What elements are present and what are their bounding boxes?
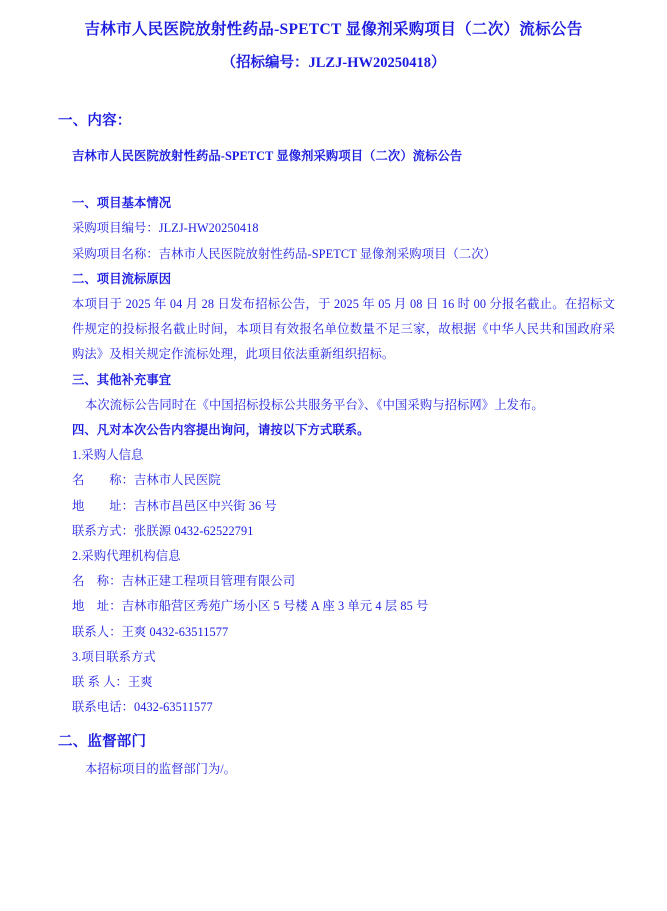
agent-heading: 2.采购代理机构信息 [72, 549, 181, 564]
page-subtitle: （招标编号：JLZJ-HW20250418） [221, 55, 446, 72]
other-body: 本次流标公告同时在《中国招标投标公共服务平台》、《中国采购与招标网》上发布。 [85, 397, 544, 412]
document-body [0, 109, 667, 782]
content-inner [52, 144, 615, 720]
agent-address: 地 址：吉林市船营区秀苑广场小区 5 号楼 A 座 3 单元 4 层 85 号 [72, 599, 429, 614]
project-contact-heading: 3.项目联系方式 [72, 649, 156, 664]
heading-contact: 四、凡对本次公告内容提出询问，请按以下方式联系。 [72, 423, 370, 438]
page-title: 吉林市人民医院放射性药品-SPETCT 显像剂采购项目（二次）流标公告 [84, 21, 583, 38]
reason-body: 本项目于 2025 年 04 月 28 日发布招标公告，于 2025 年 05 月 08 日 16 时 00 分报名截止。在招标文件规定的投标报名截止时间，本项目有效报名单位数量不足三家，故根据《中华人民共和国政府采购法》及相关规定作流标处理，此项目依法重新组织招标。 [72, 297, 615, 362]
section-heading-supervision: 二、监督部门 [58, 734, 147, 751]
project-contact-person: 联 系 人：王爽 [72, 675, 153, 690]
project-name: 采购项目名称：吉林市人民医院放射性药品-SPETCT 显像剂采购项目（二次） [72, 246, 497, 261]
title-block [0, 0, 667, 75]
supervision-body: 本招标项目的监督部门为/。 [85, 762, 236, 777]
buyer-contact: 联系方式：张朕源 0432-62522791 [72, 523, 254, 538]
section-heading-content: 一、内容： [58, 113, 132, 129]
heading-other: 三、其他补充事宜 [72, 372, 172, 387]
buyer-name: 名 称：吉林市人民医院 [72, 473, 221, 488]
buyer-address: 地 址：吉林市昌邑区中兴街 36 号 [72, 498, 277, 513]
buyer-heading: 1.采购人信息 [72, 448, 144, 463]
lead-line: 吉林市人民医院放射性药品-SPETCT 显像剂采购项目（二次）流标公告 [72, 149, 463, 163]
project-contact-phone: 联系电话：0432-63511577 [72, 700, 213, 715]
project-number: 采购项目编号：JLZJ-HW20250418 [72, 221, 259, 236]
agent-contact: 联系人：王爽 0432-63511577 [72, 624, 229, 639]
heading-basic-info: 一、项目基本情况 [72, 196, 172, 211]
agent-name: 名 称：吉林正建工程项目管理有限公司 [72, 574, 296, 589]
heading-reason: 二、项目流标原因 [72, 271, 172, 286]
